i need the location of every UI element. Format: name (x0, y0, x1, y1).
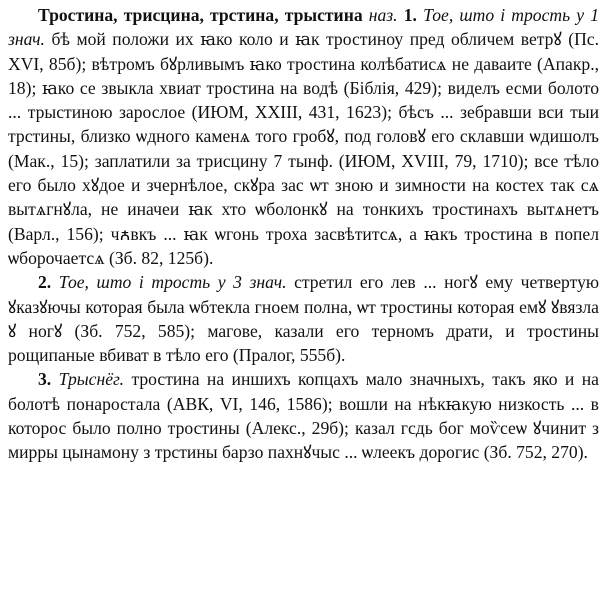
headword: Тростина, трисцина, трстина, трыстина (38, 5, 363, 25)
sense-gloss: Трыснёг. (58, 369, 125, 390)
sense-citations: стретил его лев ... ногꙋ ему четвертую ꙋказꙋючы которая была ѡбтекла гноем полна, ѡт тростины которая емꙋ ꙋвязла ꙋ ногꙋ (Зб. 752, 585); магове, казали его терномъ драти, и тростины рощипаные вбиват в тѣло его (Пралог, 555б). (8, 272, 600, 366)
sense-number: 3. (38, 369, 52, 390)
sense-citations: тростина на иншихъ копцахъ мало значныхъ, такъ яко и на болотѣ понаростала (АВК, VI, 146, 1586); вошли на нѣкꙗкую низкость ... в которос было полно тростины (Алекс., 29б); казал гсдь бог моѷсеѡ ꙋчинит з мирры цынамону з трстины барзо пахнꙋчыс ... ѡлеекъ дорогис (Зб. 752, 270). (8, 369, 599, 463)
sense-1 (8, 3, 599, 270)
sense-2 (8, 270, 599, 367)
sense-citations: бѣ мой положи их ꙗко коло и ꙗк тростиноу пред обличем ветрꙋ (Пс. XVI, 85б); вѣтромъ бꙋрливымъ ꙗко тростина колѣбатисѧ не даваите (Апакр., 18); ꙗко се звыкла хвиат тростина на водѣ (Біблія, 429); виделъ есми болото ... трыстиною зарослое (ИЮМ, XXIII, 431, 1623); бѣсъ ... зебравши вси тыи трстины, близко ѡдного каменѧ того гробꙋ, под головꙋ его склавши ѡдишолъ (Мак., 15); заплатили за трисцину 7 тынф. (ИЮМ, XVIII, 79, 1710); все тѣло его было хꙋдое и зчернѣлое, скꙋра зас ѡт зною и зимности на костех так сѧ вытѧгнꙋла, не иначеи ꙗк хто ѡболонкꙋ на тонкихъ тростинахъ вытѧнетъ (Варл., 156); чꙉвкъ ... ꙗк ѡгонь троха засвѣтитсѧ, а ꙗкъ тростина в попел ѡборочаетсѧ (Зб. 82, 125б). (8, 29, 599, 268)
sense-3 (8, 367, 599, 464)
sense-number: 1. (403, 5, 417, 25)
part-of-speech: наз. (368, 5, 398, 25)
sense-gloss: Тое, што і трость у 1 знач. (8, 5, 599, 50)
sense-gloss: Тое, што і трость у 3 знач. (58, 272, 287, 293)
sense-number: 2. (38, 272, 52, 293)
